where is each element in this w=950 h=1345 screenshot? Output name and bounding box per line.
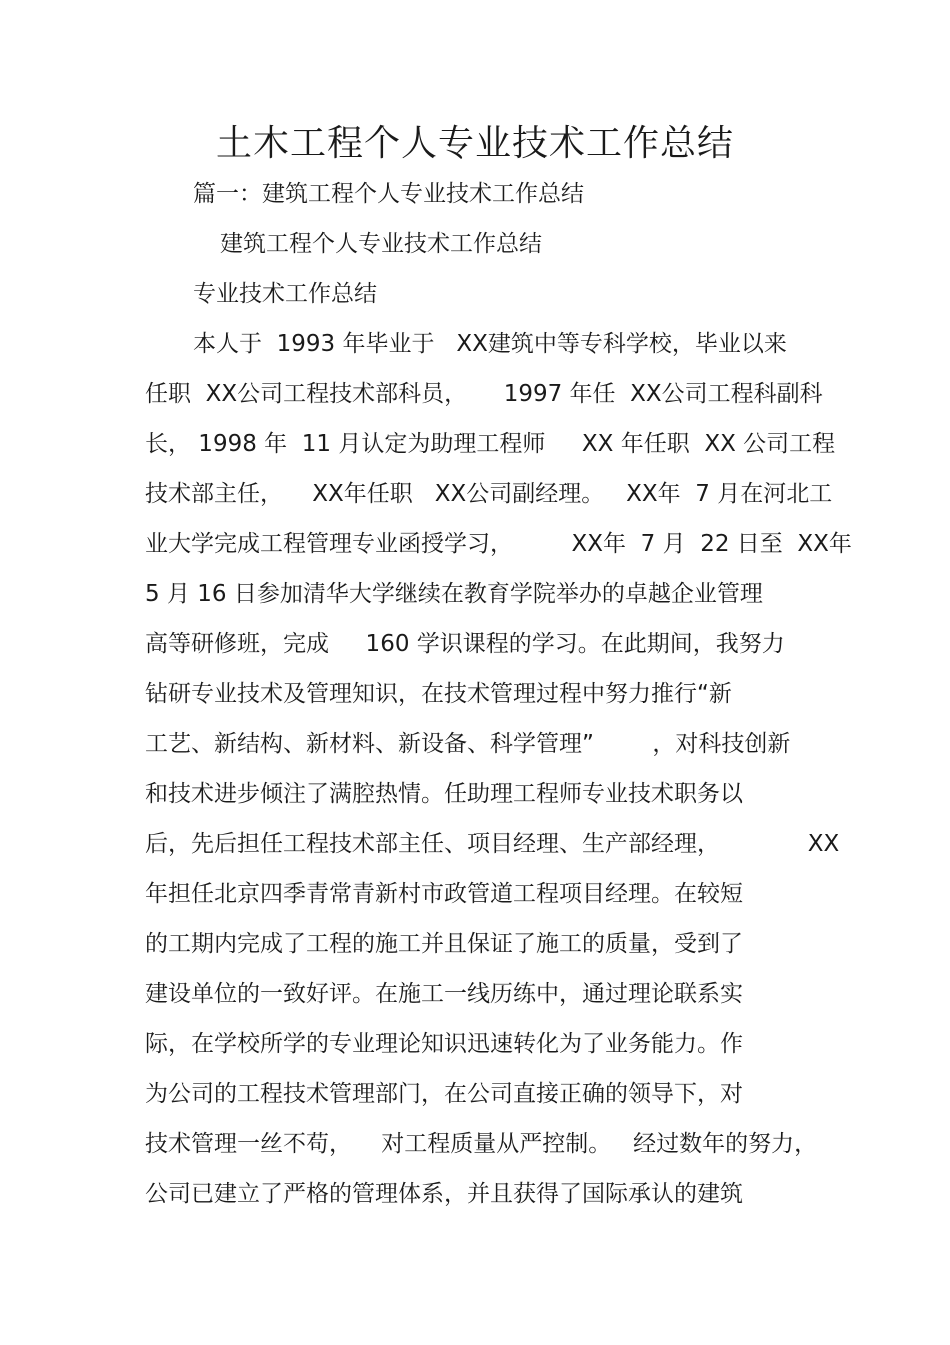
subtitle: 篇一：建筑工程个人专业技术工作总结 bbox=[193, 181, 584, 207]
body-line: 任职 XX公司工程技术部科员， 1997 年任 XX公司工程科副科 bbox=[145, 381, 823, 407]
body-line: 工艺、新结构、新材料、新设备、科学管理” ，对科技创新 bbox=[145, 731, 791, 757]
section-heading: 建筑工程个人专业技术工作总结 bbox=[220, 231, 542, 257]
document-title: 土木工程个人专业技术工作总结 bbox=[215, 123, 734, 164]
body-line: 长， 1998 年 11 月认定为助理工程师 XX 年任职 XX 公司工程 bbox=[145, 431, 836, 457]
body-line: 业大学完成工程管理专业函授学习， XX年 7 月 22 日至 XX年 bbox=[145, 531, 852, 557]
body-line: 高等研修班，完成 160 学识课程的学习。在此期间，我努力 bbox=[145, 631, 785, 657]
body-line: 建设单位的一致好评。在施工一线历练中，通过理论联系实 bbox=[145, 981, 743, 1007]
body-line: 本人于 1993 年毕业于 XX建筑中等专科学校，毕业以来 bbox=[193, 331, 787, 357]
body-line: 年担任北京四季青常青新村市政管道工程项目经理。在较短 bbox=[145, 881, 743, 907]
body-line: 公司已建立了严格的管理体系，并且获得了国际承认的建筑 bbox=[145, 1181, 743, 1207]
subsection-heading: 专业技术工作总结 bbox=[193, 281, 377, 307]
body-line: 技术管理一丝不苟， 对工程质量从严控制。 经过数年的努力， bbox=[145, 1131, 818, 1157]
body-line: 技术部主任， XX年任职 XX公司副经理。 XX年 7 月在河北工 bbox=[145, 481, 833, 507]
body-line: 际，在学校所学的专业理论知识迅速转化为了业务能力。作 bbox=[145, 1031, 743, 1057]
body-line: 钻研专业技术及管理知识，在技术管理过程中努力推行“新 bbox=[145, 681, 732, 707]
body-line: 为公司的工程技术管理部门，在公司直接正确的领导下，对 bbox=[145, 1081, 743, 1107]
body-line: 5 月 16 日参加清华大学继续在教育学院举办的卓越企业管理 bbox=[145, 581, 763, 607]
body-line: 和技术进步倾注了满腔热情。任助理工程师专业技术职务以 bbox=[145, 781, 743, 807]
body-line: 后，先后担任工程技术部主任、项目经理、生产部经理， XX bbox=[145, 831, 840, 857]
body-line: 的工期内完成了工程的施工并且保证了施工的质量，受到了 bbox=[145, 931, 743, 957]
